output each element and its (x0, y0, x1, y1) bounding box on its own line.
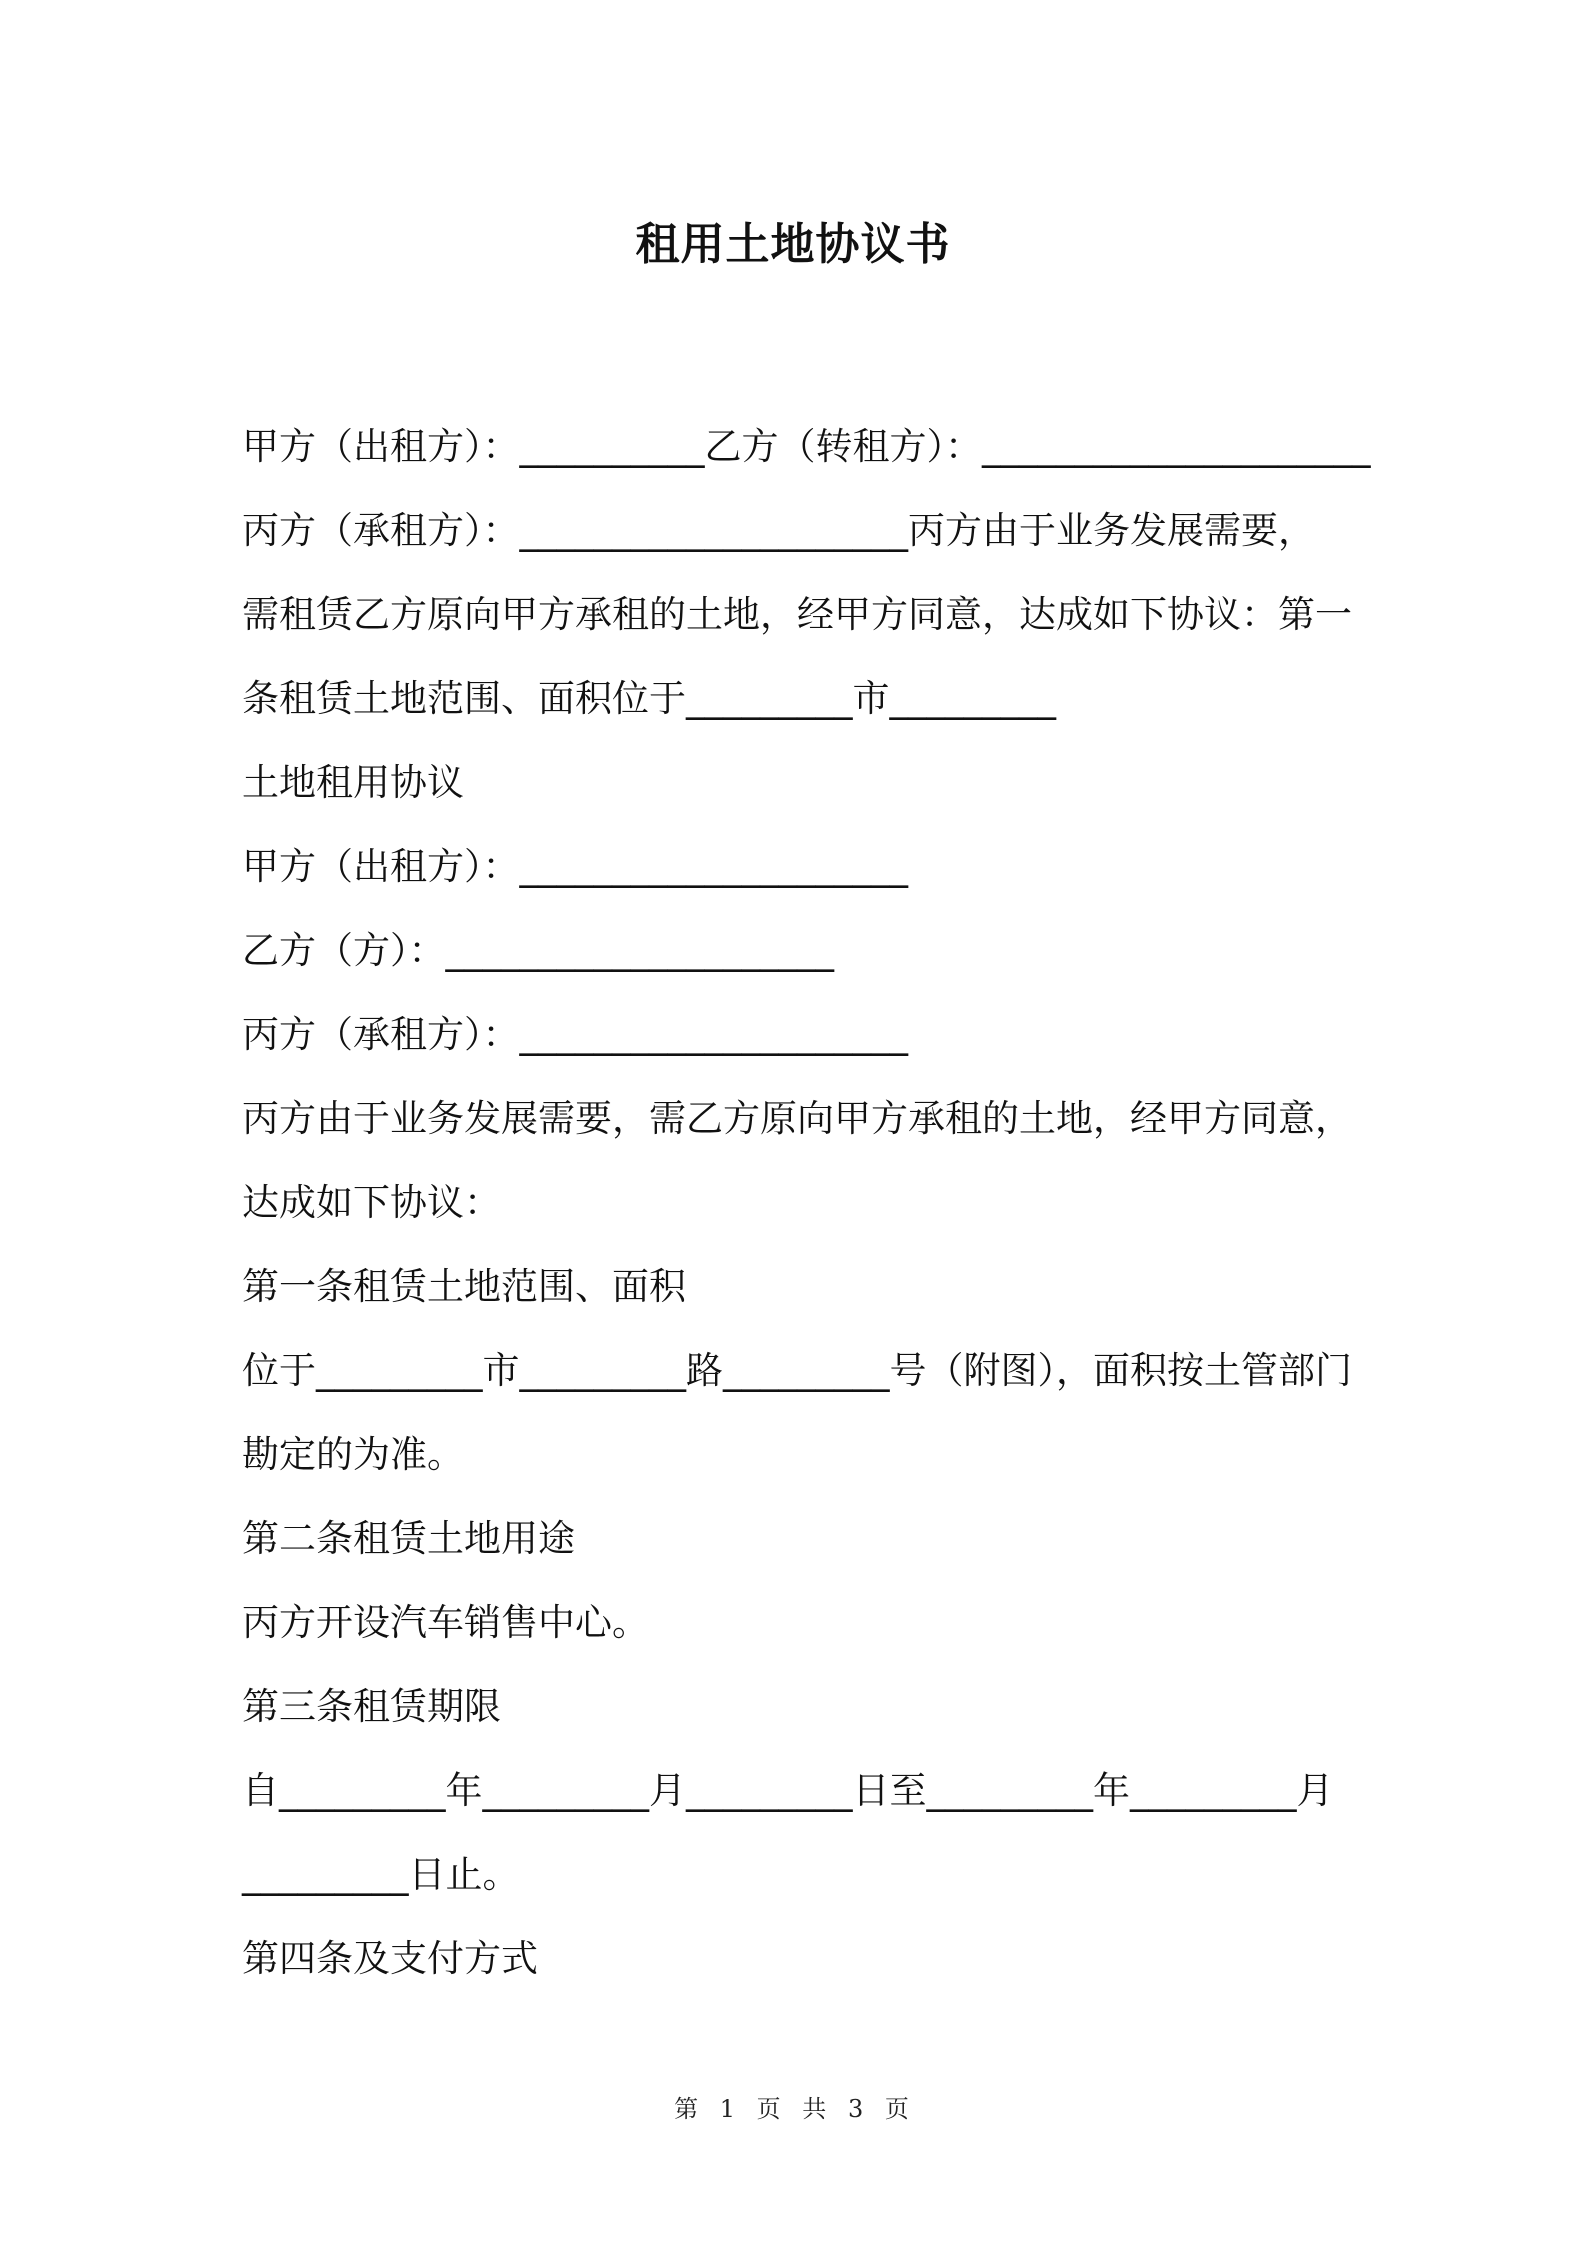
clause-heading: 第一条租赁土地范围、面积 (242, 1265, 686, 1308)
text-line: 甲方（出租方）：_____________________ (242, 845, 908, 888)
text-line: 丙方由于业务发展需要，需乙方原向甲方承租的土地，经甲方同意， (242, 1097, 1352, 1140)
text-line: 达成如下协议： (242, 1181, 501, 1224)
clause-heading: 第二条租赁土地用途 (242, 1517, 575, 1560)
text-line: 丙方开设汽车销售中心。 (242, 1601, 649, 1644)
text-line: _________日止。 (242, 1853, 520, 1896)
section-heading: 土地租用协议 (242, 761, 464, 804)
text-line: 自_________年_________月_________日至_________年_________月 (242, 1769, 1334, 1812)
text-line: 丙方（承租方）：_____________________ (242, 1013, 908, 1056)
text-line: 甲方（出租方）：__________乙方（转租方）：_____________________ (242, 425, 1371, 468)
clause-heading: 第四条及支付方式 (242, 1937, 538, 1980)
text-line: 需租赁乙方原向甲方承租的土地，经甲方同意，达成如下协议：第一 (242, 593, 1352, 636)
document-title: 租用土地协议书 (635, 219, 951, 270)
clause-heading: 第三条租赁期限 (242, 1685, 501, 1728)
text-line: 位于_________市_________路_________号（附图），面积按土管部门 (242, 1349, 1352, 1392)
text-line: 勘定的为准。 (242, 1433, 464, 1476)
document-body (242, 405, 1371, 2001)
text-line: 条租赁土地范围、面积位于_________市_________ (242, 677, 1056, 720)
page-number-footer: 第 1 页 共 3 页 (674, 2095, 912, 2123)
text-line: 乙方（方）：_____________________ (242, 929, 834, 972)
text-line: 丙方（承租方）：_____________________丙方由于业务发展需要， (242, 509, 1315, 552)
